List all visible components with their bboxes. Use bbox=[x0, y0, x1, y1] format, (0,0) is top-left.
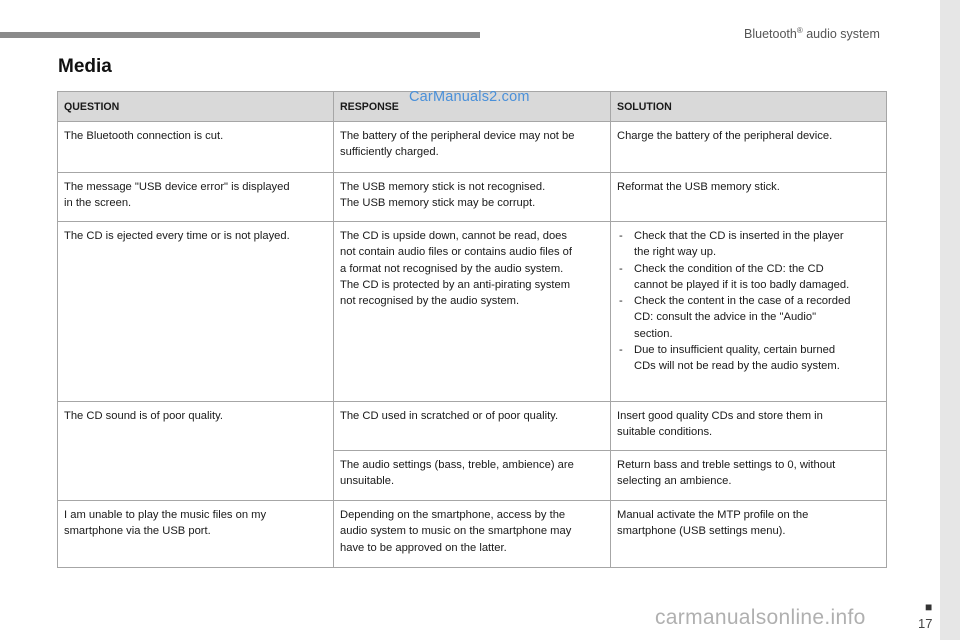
section-name-rest: audio system bbox=[802, 27, 880, 42]
solution-cell: Charge the battery of the peripheral device. bbox=[611, 122, 887, 173]
column-header-solution: SOLUTION bbox=[611, 92, 887, 122]
response-cell: The USB memory stick is not recognised. The USB memory stick may be corrupt. bbox=[334, 173, 611, 222]
table-row bbox=[58, 402, 887, 451]
list-item: - Check the condition of the CD: the CD cannot be played if it is too badly damaged. bbox=[617, 261, 880, 294]
solution-cell: Insert good quality CDs and store them in suitable conditions. bbox=[611, 402, 887, 451]
end-bullet: ■ bbox=[925, 600, 933, 614]
response-cell: The CD used in scratched or of poor quality. bbox=[334, 402, 611, 451]
watermark-bottom: carmanualsonline.info bbox=[655, 606, 866, 629]
column-header-response: RESPONSE bbox=[334, 92, 611, 122]
question-cell: The message "USB device error" is displayed in the screen. bbox=[58, 173, 334, 222]
list-item: - Due to insufficient quality, certain burned CDs will not be read by the audio system. bbox=[617, 342, 880, 375]
table-row bbox=[58, 222, 887, 402]
table-row bbox=[58, 122, 887, 173]
watermark-top: CarManuals2.com bbox=[409, 89, 530, 105]
page-title: Media bbox=[58, 56, 112, 77]
solution-cell: Return bass and treble settings to 0, without selecting an ambience. bbox=[611, 451, 887, 501]
header-rule bbox=[0, 32, 480, 38]
section-header bbox=[744, 26, 880, 41]
solution-cell: Manual activate the MTP profile on the smartphone (USB settings menu). bbox=[611, 501, 887, 568]
page-number: 17 bbox=[918, 616, 933, 631]
question-cell: The Bluetooth connection is cut. bbox=[58, 122, 334, 173]
response-cell: The audio settings (bass, treble, ambience) are unsuitable. bbox=[334, 451, 611, 501]
section-name: Bluetooth bbox=[744, 27, 797, 42]
response-cell: Depending on the smartphone, access by the audio system to music on the smartphone may have to be approved on the latter. bbox=[334, 501, 611, 568]
list-item: - Check that the CD is inserted in the player the right way up. bbox=[617, 228, 880, 261]
question-cell: The CD is ejected every time or is not played. bbox=[58, 222, 334, 402]
column-header-question: QUESTION bbox=[58, 92, 334, 122]
response-cell: The CD is upside down, cannot be read, does not contain audio files or contains audio files of a format not recognised by the audio system. The CD is protected by an anti-pirating system not recognised by the audio system. bbox=[334, 222, 611, 402]
page-edge-strip bbox=[940, 0, 960, 640]
solution-list bbox=[617, 228, 880, 375]
solution-cell: Reformat the USB memory stick. bbox=[611, 173, 887, 222]
troubleshooting-table bbox=[57, 91, 887, 568]
table-row bbox=[58, 501, 887, 568]
list-item: - Check the content in the case of a recorded CD: consult the advice in the "Audio" section. bbox=[617, 293, 880, 342]
response-cell: The battery of the peripheral device may not be sufficiently charged. bbox=[334, 122, 611, 173]
question-cell: The CD sound is of poor quality. bbox=[58, 402, 334, 501]
registered-mark: ® bbox=[796, 26, 803, 35]
table-row bbox=[58, 173, 887, 222]
solution-cell bbox=[611, 222, 887, 402]
question-cell: I am unable to play the music files on my smartphone via the USB port. bbox=[58, 501, 334, 568]
